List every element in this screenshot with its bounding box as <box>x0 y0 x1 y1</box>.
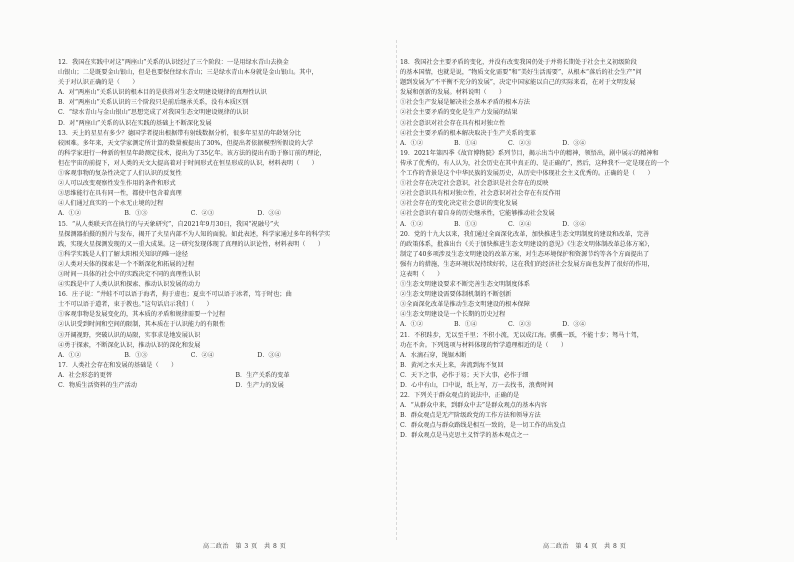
text-line: 20．党的十九大以来，我们通过全面深化改革，加快推进生态文明制度的建设和改革，完善 <box>400 230 650 238</box>
text-line: 但在宇宙的前提下，对人类的天文大提高着对于时间形式在恒星形成的认识，材料表明（ ） <box>58 159 318 167</box>
text-line: 士不可以语于道者，束于教也。”这句话启示我们（ ） <box>58 301 213 309</box>
text-line: 22．下列关于群众观点的说法中，正确的是 <box>400 392 520 400</box>
text-line: 这表明（ ） <box>400 270 444 278</box>
text-line: ④社会意识有着自身的历史继承性，它能够推动社会发展 <box>400 210 555 218</box>
text-line: ①客观事物的复杂性决定了人们认识的反复性 <box>58 170 182 178</box>
text-line: C．“绿水青山与金山银山”思想完成了对我国生态文明建设规律的认识 <box>58 109 249 117</box>
text-line: ③思维能行在具有同一性，都使中包含着真理 <box>58 190 182 198</box>
option-text: C．物质生活资料的生产活动 <box>58 382 137 389</box>
text-line: ④社会主要矛盾的根本解决取决于生产关系的变革 <box>400 129 537 137</box>
text-line: 个工作的背景是这个中华民族的发展历史，从历史中体现社会主义优秀的。正确的是（ ） <box>400 170 654 178</box>
text-line: 强有力的措施，生态环境状况持续好转，这在我们的经济社会发展方面也发挥了很好的作用， <box>400 260 654 268</box>
text-line: 的基本国情，也就是说，“物质文化需要”和“美好生活需要”，从根本“落后的社会生产”问 <box>400 69 642 77</box>
text-line: 13．天上的星星有多少？德国学者提出根据带有射线数据分析，很多年星星的年龄划分比 <box>58 129 301 137</box>
text-line: ②人类对天体的探索是一个不断深化和拓展的过程 <box>58 260 195 268</box>
right-page-column <box>400 58 755 442</box>
text-line: B．对“两座山”关系认识的三个阶段只是前后继承关系，没有本质区别 <box>58 99 249 107</box>
text-line: ②认识受到时间和空间的限制，其本质在于认识能力的有限性 <box>58 321 226 329</box>
text-line: D．对“两座山”关系的认识在实践的基础上不断深化发展 <box>58 119 212 127</box>
text-line: 的科学家进行一种新的恒星年龄测定技术，提出为了35亿年。该方法的提出有助于修订前的理论， <box>58 149 326 157</box>
text-line: ④勇于探索，不断深化认识，推动认识的深化和发展 <box>58 341 201 349</box>
text-line: 较困难。多年来，天文学家测定所计算的数量被提出了30%，但提出者依据模型所假设的大学 <box>58 139 314 147</box>
option-row <box>58 381 413 391</box>
text-line: ④生态文明建设是一个长期的历史过程 <box>400 311 506 319</box>
left-question-text <box>58 58 413 371</box>
option-text: D．生产力的发展 <box>235 382 284 389</box>
text-line: B．黄河之水天上来，奔流到海不复回 <box>400 361 504 369</box>
text-line: C．群众观点与群众路线是相互一致的，是一切工作的出发点 <box>400 422 566 430</box>
left-page-footer: 高二政治 第 3 页 共 8 页 <box>203 543 287 550</box>
text-line: 17．人类社会存在和发展的基础是（ ） <box>58 361 178 369</box>
text-line: ③时间一具体的社会中的实践决定不同的真理性认识 <box>58 270 201 278</box>
text-line: A．水滴石穿，绳锯木断 <box>400 351 467 359</box>
text-line: 15．“从人类联天宫在执行的与天象研究”，自2021年9月30日，我国“祝融号”火 <box>58 220 280 228</box>
text-line: A．①② B．①③ C．②③ D．③④ <box>58 210 281 218</box>
text-line: ②人可以改变观察性发生作用的条件和形式 <box>58 180 176 188</box>
text-line: 18．我国社会主要矛盾的变化，并没有改变我国仍处于并将长期处于社会主义初级阶段 <box>400 59 637 66</box>
text-line: A．对“两座山”关系认识的根本目的是获得对生态文明建设规律的真理性认识 <box>58 89 267 97</box>
text-line: 践，实现火星探测发现的又一重大成果。这一研究发现体现了真理的认识论性，材料表明（ ） <box>58 240 325 248</box>
text-line: ①社会存在决定社会意识，社会意识是社会存在的反映 <box>400 180 549 188</box>
text-line: 山银山；二是既要金山银山，但是也要保住绿水青山；三是绿水青山本身就是金山银山。其中， <box>58 69 318 77</box>
text-line: A．①② B．①④ C．②③ D．③④ <box>400 139 586 147</box>
text-line: ②社会主要矛盾的变化是生产力发展的结果 <box>400 109 518 117</box>
left-page-column <box>58 58 413 391</box>
text-line: ②生态文明建设需要体制机制的不断创新 <box>400 291 512 299</box>
text-line: 19．2021年第四季《故宫博物院》系列节目，揭示出当中的精神，领悟出，剧中展示的精神和 <box>400 149 659 157</box>
text-line: A．①② B．①③ C．②④ D．③④ <box>58 351 281 359</box>
text-line: ③开阔视野，突破认识的局限，实事求是地发展认识 <box>58 331 201 339</box>
text-line: A．①② B．①④ C．②③ D．③④ <box>400 321 586 329</box>
text-line: ④实践是中了人类认识和探索、推动认识发展的动力 <box>58 281 201 289</box>
text-line: ①客观事物是发展变化的，其本质的矛盾和规律需要一个过程 <box>58 311 226 319</box>
text-line: 21．不积跬步，无以至千里；不积小流，无以成江海。骐骥一跃，不能十步；驽马十驾， <box>400 331 643 339</box>
text-line: ①科学实践是人们了解太阳相关知识的唯一途径 <box>58 250 188 258</box>
option-row <box>58 371 413 381</box>
option-text: A．社会形态的更替 <box>58 371 112 379</box>
text-line: 12．我国在实践中对这“两座山”关系的认识经过了三个阶段：一是用绿水青山去换金 <box>58 59 289 66</box>
text-line: 制定了40多项涉及生态文明建设的改革方案，对生态环境保护和资源节约等各个方面提出了 <box>400 250 650 258</box>
text-line: B．群众观点是无产阶级政党的工作方法和领导方法 <box>400 412 541 420</box>
text-line: D．群众观点是马克思主义哲学的基本观点之一 <box>400 432 529 440</box>
text-line: ③社会意识对社会存在具有相对独立性 <box>400 119 506 127</box>
text-line: C．天下之事，必作于易；天下大事，必作于细 <box>400 371 529 379</box>
text-line: A．①② B．①③ C．②④ D．③④ <box>400 220 586 228</box>
text-line: 传承了优秀的，有人认为，社会历史在其中真正的、是正确的”，然后，这种我不一定是现在的一个 <box>400 159 670 167</box>
right-question-text <box>400 58 755 442</box>
text-line: ①社会生产发展是解决社会基本矛盾的根本方法 <box>400 99 530 107</box>
text-line: 16．庄子说：“井蛙不可以语于海者，拘于虚也；夏虫不可以语于冰者，笃于时也；曲 <box>58 291 292 299</box>
text-line: ②社会意识具有相对独立性，社会意识对社会存在有反作用 <box>400 190 561 198</box>
text-line: 发展和创新的发展。材料说明（ ） <box>400 89 506 97</box>
text-line: 功在不舍。下列选项与材料体现的哲学道理相近的是（ ） <box>400 341 568 349</box>
text-line: ③全面深化改革是推动生态文明建设的根本保障 <box>400 301 530 309</box>
text-line: 的政策体系，批准出台《关于加快推进生态文明建设的意见》《生态文明体制改革总体方案》， <box>400 240 654 248</box>
text-line: 星探测器拍摄的照片与发布，揭开了火星内部不为人知的面貌。如此表述，科学家通过多年的科学实 <box>58 230 331 238</box>
option-text: B．生产关系的变革 <box>235 371 290 379</box>
right-page-footer: 高二政治 第 4 页 共 8 页 <box>543 543 627 550</box>
text-line: A．“从群众中来，到群众中去”是群众观点的基本内容 <box>400 402 547 410</box>
text-line: 关于对认识正确的是（ ） <box>58 79 139 87</box>
text-line: ③社会存在的变化决定社会意识的变化发展 <box>400 200 518 208</box>
left-options <box>58 371 413 391</box>
text-line: ①生态文明建设要求不断完善生态文明制度体系 <box>400 281 530 289</box>
text-line: 题到发展为“不平衡不充分的发展”，决定中国家能以自己的实际来看，在对于文明发展 <box>400 79 636 87</box>
text-line: D．心中有山，口中说，纸上写，万一去找书，浪费时间 <box>400 382 554 389</box>
text-line: ④人们通过真实的一个永无止境的过程 <box>58 200 164 208</box>
